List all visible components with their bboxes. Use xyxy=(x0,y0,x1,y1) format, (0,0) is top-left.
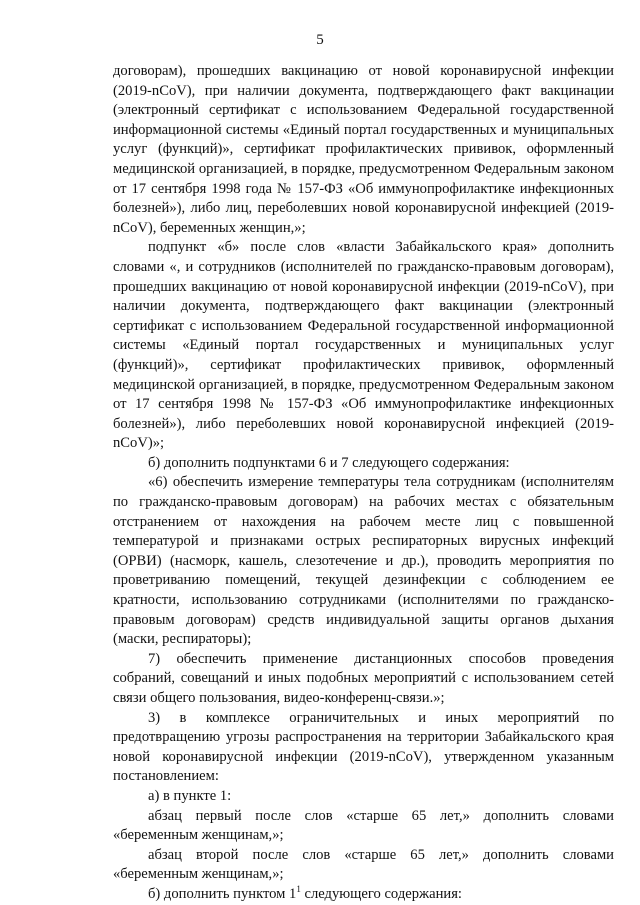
paragraph-add-point-text: б) дополнить пунктом 1 xyxy=(148,885,297,902)
paragraph-add-subpoints: б) дополнить подпунктами 6 и 7 следующего содержания: xyxy=(148,454,510,471)
superscript-one: 1 xyxy=(296,884,301,895)
paragraph-subpoint-b: подпункт «б» после слов «власти Забайкальского края» дополнить словами «, и сотрудников (исполнителей по гражданско-правовым договорам), прошедших вакцинацию от новой коронавирусной инфекции (2019-nCoV), при наличии документа, подтверждающего факт вакцинации (электронный сертификат с использованием Федеральной государственной информационной системы «Единый портал государственных и муниципальных услуг (функций)», сертификат профилактических прививок, оформленный медицинской организацией, в порядке, предусмотренном Федеральным законом от 17 сентября 1998 № 157-ФЗ «Об иммунопрофилактике инфекционных болезней»), либо переболевших новой коронавирусной инфекцией (2019-nCoV)»; xyxy=(113,239,614,452)
paragraph-item-6: «6) обеспечить измерение температуры тела сотрудникам (исполнителям по гражданско-правовым договорам) на рабочих местах с обязательным отстранением от нахождения на рабочем месте лиц с повышенной температурой и признаками острых респираторных вирусных инфекций (ОРВИ) (насморк, кашель, слезотечение и др.), проводить мероприятия по проветриванию помещений, текущей дезинфекции с соблюдением ее кратности, использованию сотрудниками (исполнителями по гражданско-правовым договорам) средств индивидуальной защиты органов дыхания (маски, респираторы); xyxy=(113,474,614,648)
document-body xyxy=(113,62,614,905)
paragraph-item-3: 3) в комплексе ограничительных и иных мероприятий по предотвращению угрозы распространения на территории Забайкальского края новой коронавирусной инфекции (2019-nCoV), утвержденном указанным постановлением: xyxy=(113,709,614,785)
paragraph-add-point xyxy=(113,885,614,905)
paragraph-abzac-1: абзац первый после слов «старше 65 лет,» дополнить словами «беременным женщинам,»; xyxy=(113,807,614,844)
paragraph-abzac-2: абзац второй после слов «старше 65 лет,» дополнить словами «беременным женщинам,»; xyxy=(113,846,614,883)
paragraph-item-7: 7) обеспечить применение дистанционных способов проведения собраний, совещаний и иных подобных мероприятий с использованием сетей связи общего пользования, видео-конференц-связи.»; xyxy=(113,650,614,706)
paragraph-point-1: а) в пункте 1: xyxy=(148,787,232,804)
paragraph-continuation: договорам), прошедших вакцинацию от новой коронавирусной инфекции (2019-nCoV), при наличии документа, подтверждающего факт вакцинации (электронный сертификат с использованием Федеральной государственной информационной системы «Единый портал государственных и муниципальных услуг (функций)», сертификат профилактических прививок, оформленный медицинской организацией, в порядке, предусмотренном Федеральным законом от 17 сентября 1998 года № 157-ФЗ «Об иммунопрофилактике инфекционных болезней»), либо лиц, переболевших новой коронавирусной инфекцией (2019-nCoV), беременных женщин,»; xyxy=(113,63,614,236)
page-number: 5 xyxy=(316,32,324,48)
paragraph-add-point-tail: следующего содержания: xyxy=(300,885,462,902)
